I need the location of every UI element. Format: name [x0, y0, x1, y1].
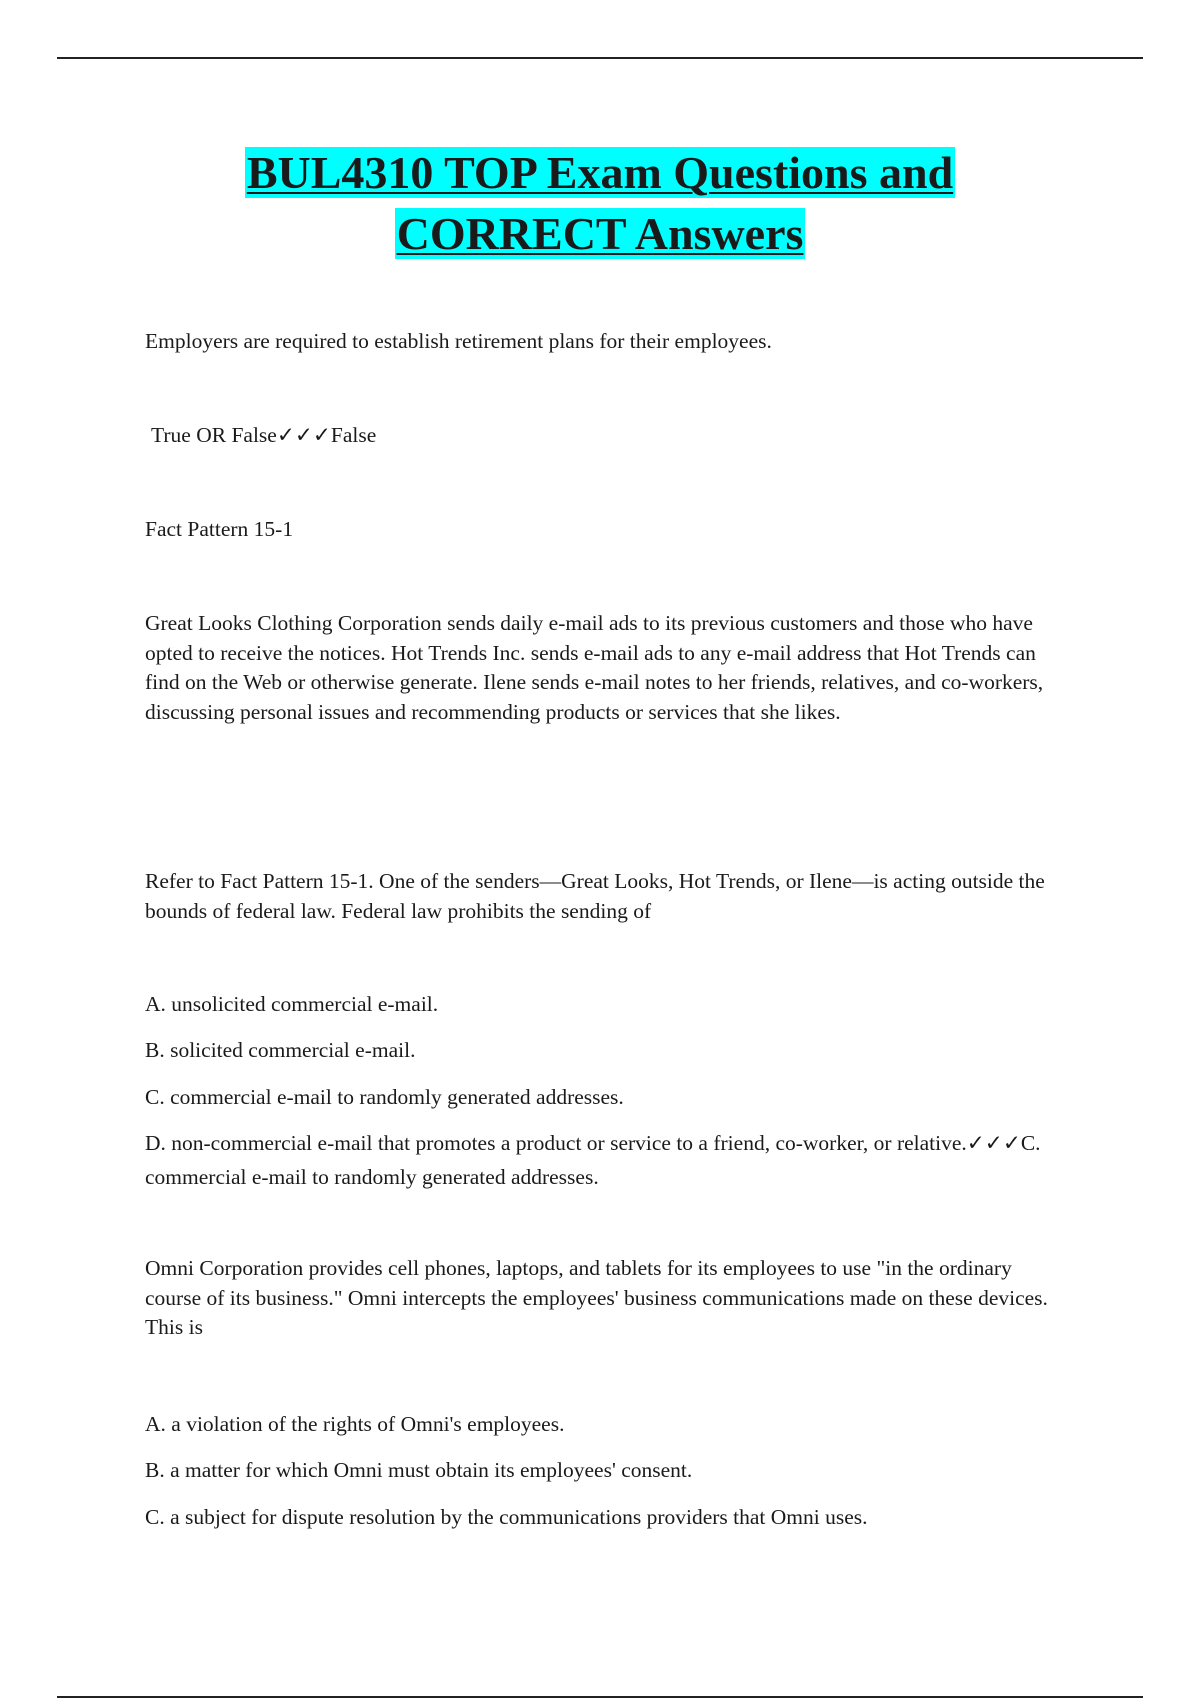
q3-option-a: A. a violation of the rights of Omni's employees. — [145, 1412, 565, 1436]
q3-question: Omni Corporation provides cell phones, laptops, and tablets for its employees to use "in the ordinary course of its business." Omni intercepts the employees' business communications made on these devices. This is — [145, 1256, 1048, 1339]
bottom-rule — [57, 1696, 1143, 1698]
page-title — [0, 142, 1200, 264]
fact-pattern-heading: Fact Pattern 15-1 — [145, 517, 294, 541]
q2-option-a: A. unsolicited commercial e-mail. — [145, 992, 439, 1016]
fact-pattern-text: Great Looks Clothing Corporation sends daily e-mail ads to its previous customers and those who have opted to receive the notices. Hot Trends Inc. sends e-mail ads to any e-mail address that Hot Trends can find on the Web or otherwise generate. Ilene sends e-mail notes to her friends, relatives, and co-workers, discussing personal issues and recommending products or services that she likes. — [145, 611, 1044, 724]
q3-option-b: B. a matter for which Omni must obtain its employees' consent. — [145, 1458, 693, 1482]
top-rule — [57, 57, 1143, 59]
title-line-1: BUL4310 TOP Exam Questions and — [246, 147, 954, 198]
q1-question: Employers are required to establish retirement plans for their employees. — [145, 329, 772, 353]
q1-answer: True OR False✓✓✓False — [151, 423, 377, 447]
title-line-2: CORRECT Answers — [396, 208, 804, 259]
q2-question: Refer to Fact Pattern 15-1. One of the senders—Great Looks, Hot Trends, or Ilene—is acting outside the bounds of federal law. Federal law prohibits the sending of — [145, 869, 1045, 923]
q2-option-c: C. commercial e-mail to randomly generated addresses. — [145, 1085, 624, 1109]
q2-option-d: D. non-commercial e-mail that promotes a product or service to a friend, co-worker, or relative.✓✓✓C. commercial e-mail to randomly generated addresses. — [145, 1131, 1041, 1189]
q2-option-b: B. solicited commercial e-mail. — [145, 1038, 416, 1062]
q3-option-c: C. a subject for dispute resolution by the communications providers that Omni uses. — [145, 1505, 868, 1529]
